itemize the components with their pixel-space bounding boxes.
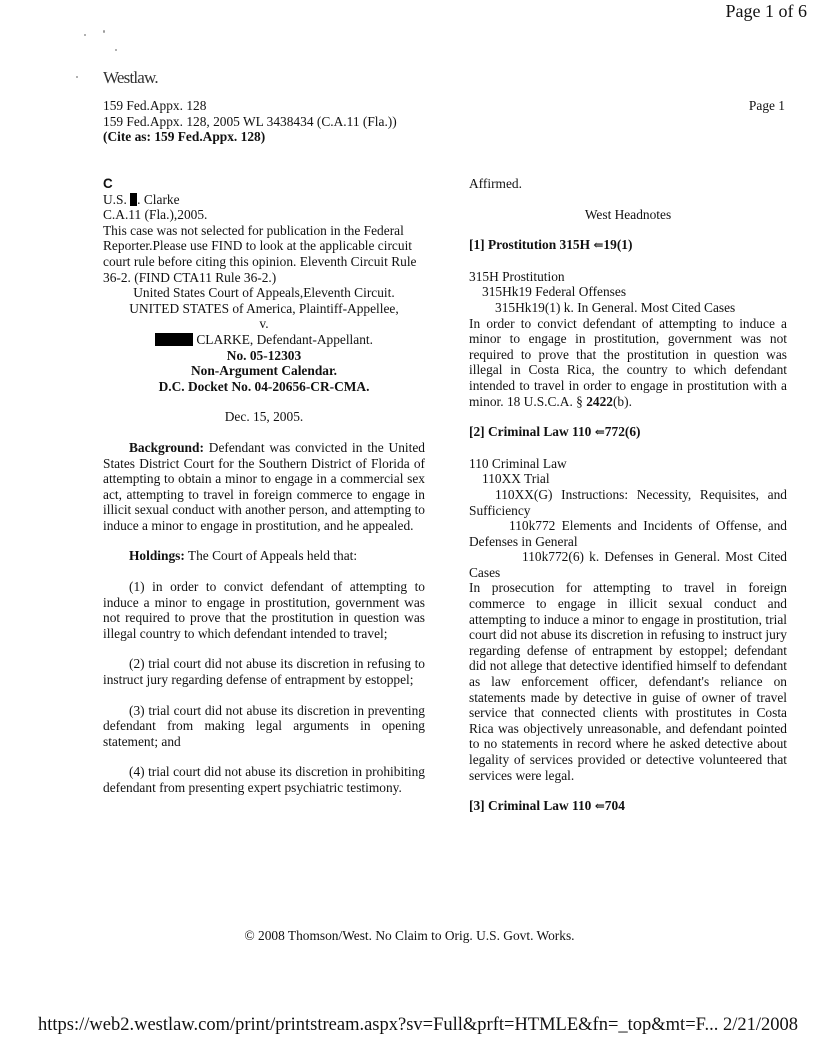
key-number-icon: ⇐ [593, 238, 604, 253]
scan-speck [103, 30, 105, 33]
plaintiff: UNITED STATES of America, Plaintiff-Appellee, [129, 300, 399, 316]
print-footer [38, 1015, 798, 1035]
headnote-1-text [469, 316, 787, 410]
westlaw-logo: Westlaw. [103, 68, 158, 87]
case-prefix: U.S. [103, 191, 131, 207]
holdings-label: Holdings: [129, 548, 185, 564]
holdings [103, 548, 425, 564]
key-number-icon: ⇐ [594, 425, 605, 440]
disposition: Affirmed. [469, 176, 522, 191]
topic-line[interactable]: 315Hk19(1) k. In General. Most Cited Cases [495, 299, 736, 315]
docket-number: D.C. Docket No. 04-20656-CR-CMA. [158, 378, 370, 394]
headnote-3-title[interactable] [469, 798, 787, 815]
headnote-text-end: (b). [612, 393, 632, 409]
holding-item: (4) trial court did not abuse its discretion in prohibiting defendant from presenting expert psychiatric testimony. [103, 764, 425, 795]
citation-block [103, 98, 397, 145]
key-number: 19(1) [603, 237, 633, 253]
citation-line: 159 Fed.Appx. 128, 2005 WL 3438434 (C.A.11 (Fla.)) [103, 113, 397, 129]
defendant-text: CLARKE, Defendant-Appellant. [193, 331, 373, 347]
background [103, 440, 425, 534]
copyright: © 2008 Thomson/West. No Claim to Orig. U.S. Govt. Works. [244, 928, 575, 943]
citation-line: 159 Fed.Appx. 128 [103, 98, 207, 113]
court-year: C.A.11 (Fla.),2005. [103, 207, 208, 223]
headnote-topic: [3] Criminal Law 110 [469, 798, 595, 814]
decision-date: Dec. 15, 2005. [224, 409, 304, 425]
scan-speck [76, 76, 78, 78]
versus: v. [259, 316, 269, 332]
key-number-icon: ⇐ [594, 799, 605, 814]
scan-speck [115, 49, 117, 51]
defendant [103, 332, 425, 348]
court-name: United States Court of Appeals,Eleventh Circuit. [133, 285, 395, 301]
key-number: 772(6) [604, 424, 641, 440]
statute-link[interactable]: 2422 [586, 393, 613, 409]
scan-speck [84, 34, 86, 36]
topic-line[interactable]: 110XX Trial [482, 471, 550, 487]
citing-flag: C [103, 176, 113, 191]
background-text: Defendant was convicted in the United States District Court for the Southern District of Florida of attempting to obtain a minor to engage in a commercial sex act, attempting to travel in foreign commerce to engage in illicit sexual conduct with another person, and attempting to induce a minor to engage in prostitution, and he appealed. [103, 439, 425, 533]
holding-item: (3) trial court did not abuse its discretion in preventing defendant from making legal arguments in opening statement; and [103, 702, 425, 749]
headnote-topic: [1] Prostitution 315H [469, 237, 594, 253]
right-column [469, 176, 787, 815]
headnote-text: In order to convict defendant of attempting to induce a minor to engage in prostitution, government was not required to prove that the prostitution in question was illegal in Costa Rica, the country to which defendant intended to travel in order to engage in prostitution with a minor. 18 U.S.C.A. § [469, 315, 787, 409]
key-number: 704 [604, 798, 625, 814]
page-number: Page 1 [748, 98, 785, 113]
cite-as: (Cite as: 159 Fed.Appx. 128) [103, 129, 266, 145]
topic-line[interactable]: 315H Prostitution [469, 268, 565, 284]
topic-line[interactable]: 315Hk19 Federal Offenses [482, 284, 627, 300]
topic-line[interactable]: 110 Criminal Law [469, 455, 567, 471]
print-url: https://web2.westlaw.com/print/printstream.aspx?sv=Full&prft=HTMLE&fn=_top&mt=F... [38, 1015, 719, 1035]
headnote-topic: [2] Criminal Law 110 [469, 424, 595, 440]
left-column [103, 176, 425, 796]
headnotes-title: West Headnotes [584, 206, 672, 222]
case-title [103, 192, 425, 208]
calendar: Non-Argument Calendar. [190, 363, 338, 379]
holding-item: (1) in order to convict defendant of attempting to induce a minor to engage in prostitution, government was not required to prove that the prostitution in question was illegal country to which defendant intended to travel; [103, 579, 425, 641]
topic-line[interactable]: 110k772(6) k. Defenses in General. Most Cited Cases [469, 549, 787, 580]
holdings-text: The Court of Appeals held that: [184, 548, 358, 564]
background-label: Background: [129, 439, 204, 455]
headnote-2-title[interactable] [469, 424, 787, 441]
case-suffix: . Clarke [137, 191, 180, 207]
page-count: Page 1 of 6 [725, 1, 807, 21]
publication-notice: This case was not selected for publication in the Federal Reporter.Please use FIND to look at the applicable circuit court rule before citing this opinion. Eleventh Circuit Rule 36-2. (FIND CTA11 Rule 36-2.) [103, 222, 417, 285]
topic-line[interactable]: 110k772 Elements and Incidents of Offense, and Defenses in General [469, 518, 787, 549]
headnote-1-title[interactable] [469, 237, 787, 254]
case-number: No. 05-12303 [226, 347, 302, 363]
headnote-2-text: In prosecution for attempting to travel in foreign commerce to engage in illicit sexual conduct and attempting to induce a minor to engage in prostitution, trial court did not abuse its discretion in refusing to instruct jury regarding defense of entrapment by estoppel; defendant did not allege that detective identified himself to defendant as law enforcement officer, defendant's reliance on statements made by detective in guise of owner of travel service that connected clients with prostitutes in Costa Rica was objectively unreasonable, and defendant pointed to no statements in record where he asked detective about legality of services provided or detective volunteered that services were legal. [469, 580, 787, 783]
topic-line[interactable]: 110XX(G) Instructions: Necessity, Requisites, and Sufficiency [469, 486, 787, 518]
holding-item: (2) trial court did not abuse its discretion in refusing to instruct jury regarding defense of entrapment by estoppel; [103, 656, 425, 688]
redaction [155, 333, 193, 346]
print-date: 2/21/2008 [722, 1015, 798, 1035]
